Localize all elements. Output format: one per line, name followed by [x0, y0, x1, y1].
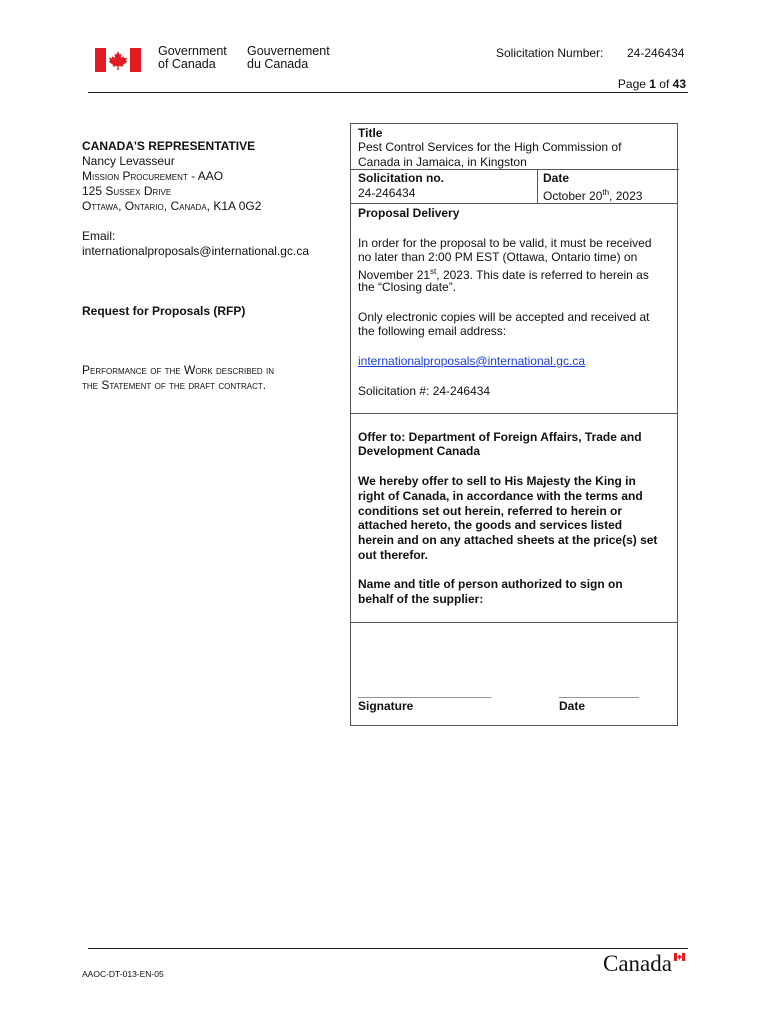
gov-en-line1: Government — [158, 44, 227, 58]
date-value-post: , 2023 — [609, 189, 643, 203]
gouvernement-du-canada-signature — [247, 45, 330, 71]
delivery-p2-l1: Only electronic copies will be accepted and received at — [358, 310, 650, 324]
page-of: of — [655, 77, 673, 91]
delivery-divider — [351, 413, 677, 414]
canada-wordmark: Canada — [603, 951, 672, 976]
delivery-solicitation: Solicitation #: 24-246434 — [358, 384, 491, 398]
footer-divider — [88, 948, 688, 949]
delivery-email-link[interactable]: internationalproposals@international.gc.ca — [358, 354, 585, 368]
delivery-p1-l4: the “Closing date”. — [358, 280, 457, 294]
signature-date-label: Date — [559, 699, 586, 713]
page-indicator — [618, 77, 686, 91]
email-label: Email: — [82, 229, 116, 243]
title-label: Title — [358, 126, 383, 140]
delivery-p1-l3-pre: November 21 — [358, 268, 431, 282]
gov-en-line2: of Canada — [158, 57, 216, 71]
solno-date-divider — [537, 169, 538, 203]
offer-divider — [351, 622, 677, 623]
wordmark-flag-icon — [674, 953, 685, 961]
title-line1: Pest Control Services for the High Commission of — [358, 140, 622, 154]
hereby-l6: out therefor. — [358, 548, 429, 562]
perf-line1: Performance of the Work described in — [82, 363, 275, 377]
solicitation-box — [350, 123, 678, 726]
gov-fr-line1: Gouvernement — [247, 44, 330, 58]
canada-flag-icon — [95, 48, 141, 72]
rep-name: Nancy Levasseur — [82, 154, 175, 168]
hereby-l1: We hereby offer to sell to His Majesty the King in — [358, 474, 636, 488]
page-prefix: Page — [617, 77, 650, 91]
title-line2: Canada in Jamaica, in Kingston — [358, 155, 527, 169]
rfp-heading: Request for Proposals (RFP) — [82, 304, 246, 318]
delivery-p2-l2: the following email address: — [358, 324, 507, 338]
page-current: 1 — [649, 77, 656, 91]
signature-line[interactable]: ____________________ — [358, 685, 492, 699]
date-value-pre: October 20 — [543, 189, 603, 203]
rep-unit: Mission Procurement - AAO — [82, 169, 224, 183]
offer-l2: Development Canada — [358, 444, 481, 458]
authorized-name-l1: Name and title of person authorized to sign on — [358, 577, 623, 591]
perf-line2: the Statement of the draft contract. — [82, 378, 267, 392]
rep-city: Ottawa, Ontario, Canada, K1A 0G2 — [82, 199, 262, 213]
delivery-p1-l3-post: , 2023. This date is referred to herein as — [436, 268, 649, 282]
authorized-name-l2: behalf of the supplier: — [358, 592, 484, 606]
delivery-p1-l2: no later than 2:00 PM EST (Ottawa, Ontario time) on — [358, 250, 638, 264]
delivery-label: Proposal Delivery — [358, 206, 460, 220]
delivery-p1-l1: In order for the proposal to be valid, it must be received — [358, 236, 652, 250]
delivery-p1-l3-sup: st — [430, 267, 437, 276]
header-divider — [88, 92, 688, 93]
hereby-l2: right of Canada, in accordance with the terms and — [358, 489, 643, 503]
hereby-l4: attached hereto, the goods and services listed — [358, 518, 623, 532]
email-value: internationalproposals@international.gc.ca — [82, 244, 309, 258]
government-of-canada-signature — [158, 45, 227, 71]
page-total: 43 — [672, 77, 686, 91]
solno-label: Solicitation no. — [358, 171, 444, 185]
rep-street: 125 Sussex Drive — [82, 184, 172, 198]
hereby-l3: conditions set out herein, referred to herein or — [358, 504, 623, 518]
hereby-l5: herein and on any attached sheets at the price(s) set — [358, 533, 658, 547]
signature-label: Signature — [358, 699, 414, 713]
date-value — [543, 186, 642, 204]
offer-l1: Offer to: Department of Foreign Affairs, Trade and — [358, 430, 642, 444]
signature-date-line[interactable]: ____________ — [559, 685, 640, 699]
date-label: Date — [543, 171, 570, 185]
gov-fr-line2: du Canada — [247, 57, 309, 71]
solno-value: 24-246434 — [358, 186, 416, 200]
solicitation-number-value: 24-246434 — [627, 46, 685, 60]
rep-heading: CANADA'S REPRESENTATIVE — [82, 139, 256, 153]
date-value-sup: th — [602, 188, 610, 197]
solicitation-number-label: Solicitation Number: — [496, 46, 604, 60]
form-code: AAOC-DT-013-EN-05 — [82, 969, 164, 979]
